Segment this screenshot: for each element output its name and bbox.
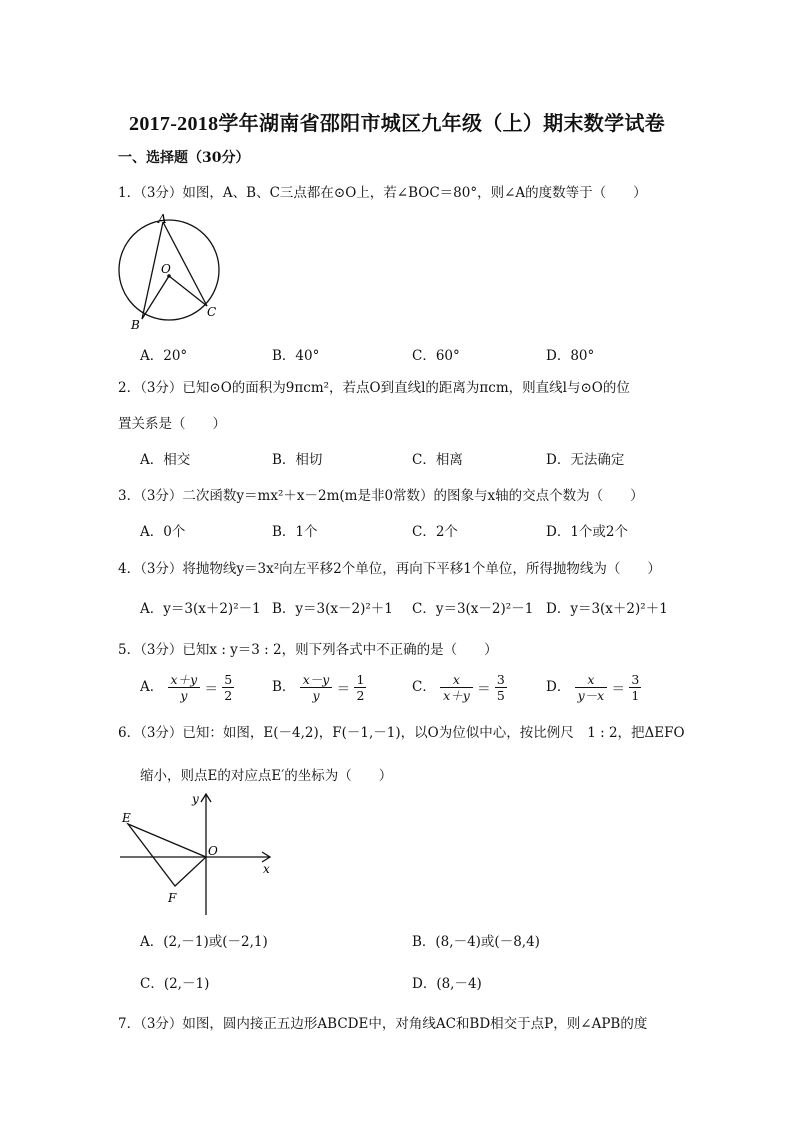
question-1-stem: 1．（3分）如图，A、B、C三点都在⊙O上，若∠BOC＝80°，则∠A的度数等于（ ）: [118, 185, 647, 201]
question-2-stem-line2: 置关系是（ ）: [118, 416, 226, 432]
q4-option-c[interactable]: C．y＝3(x－2)²－1: [412, 601, 534, 617]
q2-option-b[interactable]: B．相切: [272, 452, 323, 468]
label-f: F: [168, 891, 177, 905]
q2-option-a[interactable]: A．相交: [140, 452, 191, 468]
question-2-stem-line1: 2．（3分）已知⊙O的面积为9πcm²，若点O到直线l的距离为πcm，则直线l与⊙O的位: [118, 380, 630, 396]
q1-option-d[interactable]: D．80°: [546, 348, 595, 364]
question-6-stem-line2: 缩小，则点E的对应点E′的坐标为（ ）: [140, 768, 393, 784]
q5-c-numerator: x: [440, 672, 473, 688]
label-y: y: [192, 792, 199, 806]
q2-option-c[interactable]: C．相离: [412, 452, 463, 468]
segment-oc: [169, 276, 207, 306]
q3-option-d[interactable]: D．1个或2个: [546, 524, 629, 540]
q5-option-a[interactable]: A． $\frac{x+y}{y}$ ＝ $\frac{5}{2}$: [140, 672, 233, 703]
label-e: E: [122, 811, 131, 825]
q5-option-b[interactable]: B． $\frac{x-y}{y}$ ＝ $\frac{1}{2}$: [272, 672, 365, 703]
q5-c-denominator: x＋y: [443, 688, 470, 703]
q1-option-b[interactable]: B．40°: [272, 348, 320, 364]
q5-b-denominator: y: [312, 688, 320, 703]
q2-option-d[interactable]: D．无法确定: [546, 452, 625, 468]
q5-option-c[interactable]: C． $\frac{x}{x+y}$ ＝ $\frac{3}{5}$: [412, 672, 505, 703]
q5-b-rhs-denominator: 2: [356, 688, 365, 703]
question-5-stem: 5．（3分）已知x : y＝3 : 2，则下列各式中不正确的是（ ）: [118, 642, 498, 658]
q1-option-c[interactable]: C．60°: [412, 348, 460, 364]
q1-option-a[interactable]: A．20°: [140, 348, 188, 364]
q5-d-rhs-denominator: 1: [631, 688, 640, 703]
q5-d-numerator: x: [575, 672, 608, 688]
q4-option-b[interactable]: B．y＝3(x－2)²＋1: [272, 601, 393, 617]
q5-option-d-letter: D．: [546, 679, 571, 695]
q6-option-c[interactable]: C．(2,－1): [140, 976, 210, 992]
q6-option-b[interactable]: B．(8,－4)或(－8,4): [412, 934, 540, 950]
q3-option-b[interactable]: B．1个: [272, 524, 318, 540]
q6-option-d[interactable]: D．(8,－4): [412, 976, 482, 992]
q5-a-rhs-numerator: 5: [224, 672, 233, 687]
q5-d-denominator: y－x: [577, 688, 605, 703]
question-6-stem-line1: 6．（3分）已知：如图，E(－4,2)，F(－1,－1)，以O为位似中心，按比例尺 1 : 2，把ΔEFO: [118, 725, 685, 741]
label-b: B: [131, 318, 140, 332]
q5-c-rhs-denominator: 5: [496, 688, 505, 703]
q4-option-a[interactable]: A．y＝3(x＋2)²－1: [140, 601, 261, 617]
q6-option-a[interactable]: A．(2,－1)或(－2,1): [140, 934, 268, 950]
section-heading: 一、选择题（30分）: [118, 150, 250, 166]
label-o: O: [208, 844, 218, 858]
question-3-stem: 3．（3分）二次函数y＝mx²＋x－2m(m是非0常数）的图象与x轴的交点个数为（ ）: [118, 488, 644, 504]
q5-option-b-letter: B．: [272, 679, 296, 695]
page-title: 2017-2018学年湖南省邵阳市城区九年级（上）期末数学试卷: [129, 113, 665, 135]
label-x: x: [263, 862, 270, 876]
q5-option-c-letter: C．: [412, 679, 436, 695]
q4-option-d[interactable]: D．y＝3(x＋2)²＋1: [546, 601, 668, 617]
q5-a-rhs-denominator: 2: [224, 688, 233, 703]
label-c: C: [207, 305, 217, 319]
q5-c-rhs-numerator: 3: [496, 672, 505, 687]
q5-option-a-letter: A．: [140, 679, 164, 695]
q3-option-c[interactable]: C．2个: [412, 524, 458, 540]
segment-ab: [142, 222, 163, 319]
q5-a-numerator: x＋y: [168, 672, 201, 688]
q5-b-rhs-numerator: 1: [356, 672, 365, 687]
q5-a-denominator: y: [180, 688, 188, 703]
label-o: O: [161, 262, 171, 276]
question-7-stem: 7．（3分）如图，圆内接正五边形ABCDE中，对角线AC和BD相交于点P，则∠APB的度: [118, 1016, 648, 1032]
question-1-circle-figure: [112, 212, 232, 337]
triangle-efo: [128, 824, 206, 886]
q3-option-a[interactable]: A．0个: [140, 524, 186, 540]
q5-d-rhs-numerator: 3: [631, 672, 640, 687]
question-4-stem: 4．（3分）将抛物线y＝3x²向左平移2个单位，再向下平移1个单位，所得抛物线为（ ）: [118, 561, 661, 577]
question-6-coordinate-figure: [112, 788, 282, 918]
q5-option-d[interactable]: D． $\frac{x}{y-x}$ ＝ $\frac{3}{1}$: [546, 672, 640, 703]
q5-b-numerator: x－y: [300, 672, 333, 688]
label-a: A: [158, 212, 167, 226]
